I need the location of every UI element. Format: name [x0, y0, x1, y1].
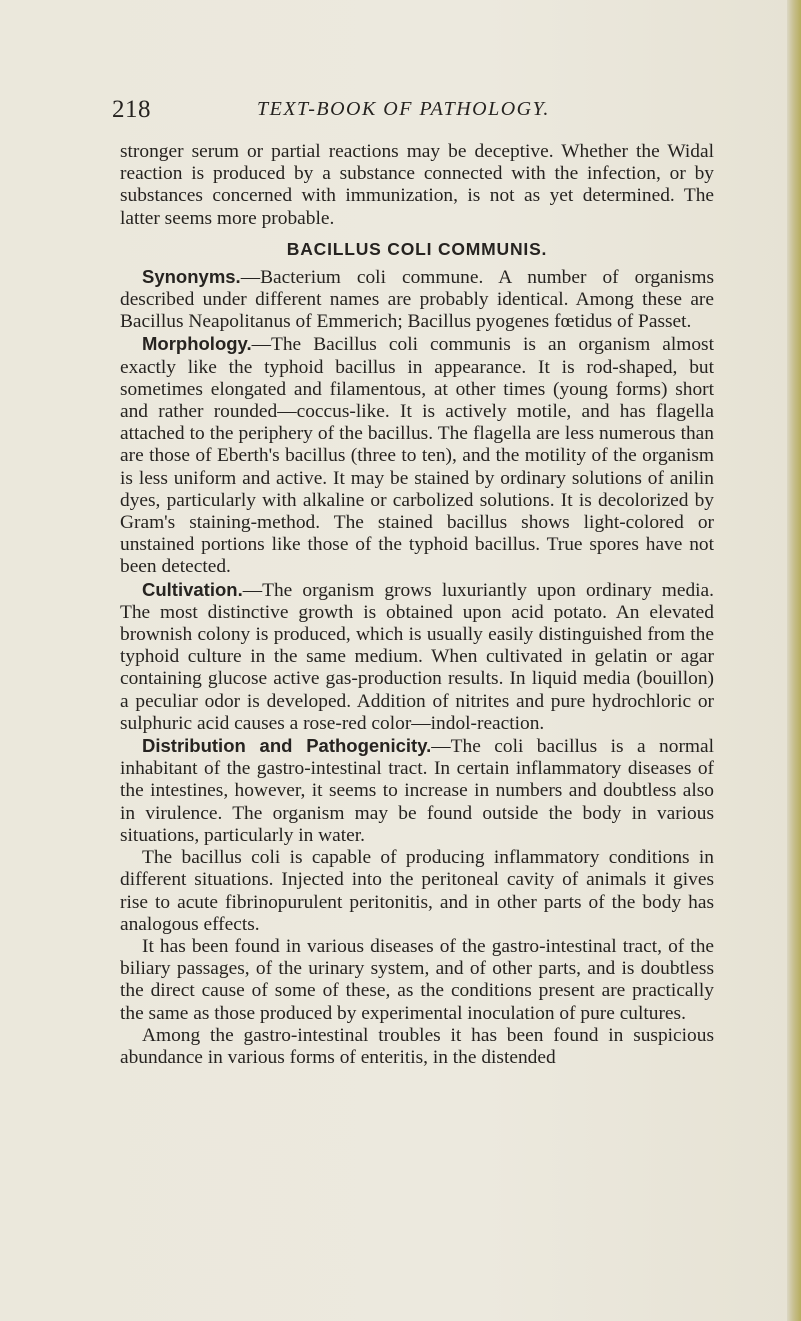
cultivation-paragraph: [120, 579, 714, 735]
synonyms-text: —Bacterium coli commune. A number of organisms described under different names are probably identical. Among these are Bacillus Neapolitanus of Emmerich; Bacillus pyogenes fœtidus of Passet.: [120, 266, 714, 333]
section-heading: BACILLUS COLI COMMUNIS.: [286, 238, 548, 259]
page-number: 218: [112, 96, 151, 123]
distribution-heading: Distribution and Pathogenicity.: [142, 735, 432, 757]
running-head: TEXT-BOOK OF PATHOLOGY.: [257, 98, 550, 120]
cultivation-text: —The organism grows luxuriantly upon ordinary media. The most distinctive growth is obtained upon acid potato. An elevated brownish colony is produced, which is usually easily distinguished from the typhoid culture in the same medium. When cultivated in gelatin or agar containing glucose active gas-production results. In liquid media (bouillon) a peculiar odor is developed. Addition of nitrites and pure hydrochloric or sulphuric acid causes a rose-red color—indol-reaction.: [120, 579, 714, 734]
morphology-text: —The Bacillus coli communis is an organism almost exactly like the typhoid bacillus in appearance. It is rod-shaped, but sometimes elongated and filamentous, at other times (young forms) short and rather rounded—coccus-like. It is actively motile, and has flagella attached to the periphery of the bacillus. The flagella are less numerous than are those of Eberth's bacillus (three to ten), and the motility of the organism is less uniform and active. It may be stained by ordinary solutions of anilin dyes, particularly with alkaline or carbolized solutions. It is decolorized by Gram's staining-method. The stained bacillus shows light-colored or unstained portions like those of the typhoid bacillus. True spores have not been detected.: [120, 334, 714, 578]
gastro-intestinal-paragraph: Among the gastro-intestinal troubles it has been found in suspicious abundance in various forms of enteritis, in the distended: [120, 1024, 714, 1068]
distribution-text: —The coli bacillus is a normal inhabitant of the gastro-intestinal tract. In certain inflammatory diseases of the intestines, however, it seems to increase in numbers and doubtless also in virulence. The organism may be found outside the body in various situations, particularly in water.: [120, 736, 714, 846]
body-text: [120, 141, 714, 1069]
distribution-paragraph: [120, 735, 714, 847]
page-edge: [787, 0, 801, 1321]
pathogenic-effects-paragraph: The bacillus coli is capable of producing inflammatory conditions in different situations. Injected into the peritoneal cavity of animals it gives rise to acute fibrinopurulent peritonitis, and in other parts of the body has analogous effects.: [120, 847, 714, 935]
synonyms-paragraph: [120, 266, 714, 334]
page-header: [112, 96, 732, 126]
morphology-heading: Morphology.: [142, 333, 252, 355]
diseases-paragraph: It has been found in various diseases of the gastro-intestinal tract, of the biliary passages, of the urinary system, and of other parts, and is doubtless the direct cause of some of these, as the conditions present are practically the same as those produced by experimental inoculation of pure cultures.: [120, 935, 714, 1024]
cultivation-heading: Cultivation.: [142, 578, 243, 600]
morphology-paragraph: [120, 333, 714, 578]
synonyms-heading: Synonyms.: [142, 265, 241, 287]
opening-paragraph: stronger serum or partial reactions may be deceptive. Whether the Widal reaction is produced by a substance connected with the infection, or by substances concerned with immunization, is not as yet determined. The latter seems more probable.: [120, 141, 714, 229]
